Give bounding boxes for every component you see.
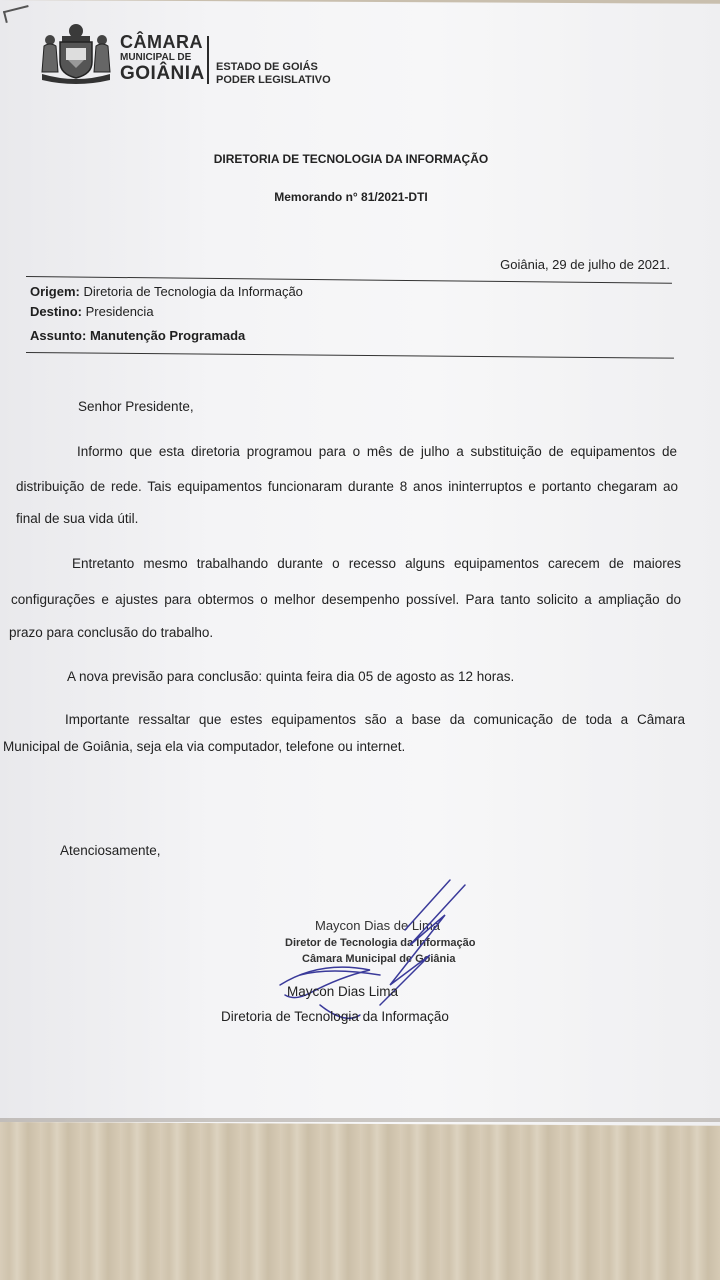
desk-surface [0, 1110, 720, 1280]
origin-value: Diretoria de Tecnologia da Informação [83, 284, 303, 299]
paragraph-1-line-2: distribuição de rede. Tais equipamentos funcionaram durante 8 anos ininterruptos e portanto chegaram ao [16, 479, 678, 494]
date-line: Goiânia, 29 de julho de 2021. [500, 257, 670, 272]
brand-line-1: CÂMARA [120, 32, 203, 52]
stamp-name: Maycon Dias de Lima [315, 918, 440, 933]
paragraph-2-line-3: prazo para conclusão do trabalho. [9, 625, 214, 640]
state-line-1: ESTADO DE GOIÁS [216, 61, 318, 73]
subject-value: Manutenção Programada [89, 328, 246, 343]
paragraph-4-line-2: Municipal de Goiânia, seja ela via computador, telefone ou internet. [3, 739, 406, 754]
state-line-2: PODER LEGISLATIVO [216, 74, 331, 86]
paragraph-2-line-2: configurações e ajustes para obtermos o melhor desempenho possível. Para tanto solicito a ampliação do [11, 592, 681, 607]
destination-row [30, 304, 154, 319]
state-block [216, 61, 331, 87]
brand-name [120, 33, 205, 83]
salutation: Senhor Presidente, [78, 399, 194, 414]
paragraph-3: A nova previsão para conclusão: quinta feira dia 05 de agosto as 12 horas. [67, 669, 515, 684]
paragraph-4-line-1: Importante ressaltar que estes equipamentos são a base da comunicação de toda a Câmara [65, 712, 685, 727]
subject-row [30, 328, 245, 343]
subject-label: Assunto: [30, 328, 87, 343]
destination-label: Destino: [30, 304, 82, 319]
city-crest-icon [38, 22, 114, 84]
paragraph-1-line-3: final de sua vida útil. [16, 511, 139, 526]
memo-number: Memorando n° 81/2021-DTI [274, 190, 428, 204]
typed-name: Maycon Dias Lima [287, 984, 399, 999]
paragraph-1-line-1: Informo que esta diretoria programou para o mês de julho a substituição de equipamentos de [77, 444, 677, 459]
brand-line-2: MUNICIPAL DE [120, 52, 192, 63]
stamp-org: Câmara Municipal de Goiânia [302, 953, 456, 965]
origin-row [30, 284, 303, 299]
department-title: DIRETORIA DE TECNOLOGIA DA INFORMAÇÃO [213, 152, 489, 166]
brand-line-3: GOIÂNIA [120, 63, 205, 84]
typed-department: Diretoria de Tecnologia da Informação [221, 1009, 449, 1024]
paper-shadow-edge [0, 1118, 720, 1122]
paragraph-2-line-1: Entretanto mesmo trabalhando durante o recesso alguns equipamentos carecem de maiores [72, 556, 681, 571]
destination-value: Presidencia [85, 304, 154, 319]
brand-divider [207, 36, 209, 84]
origin-label: Origem: [30, 284, 80, 299]
closing: Atenciosamente, [60, 843, 161, 858]
stamp-title: Diretor de Tecnologia da Informação [285, 937, 476, 949]
